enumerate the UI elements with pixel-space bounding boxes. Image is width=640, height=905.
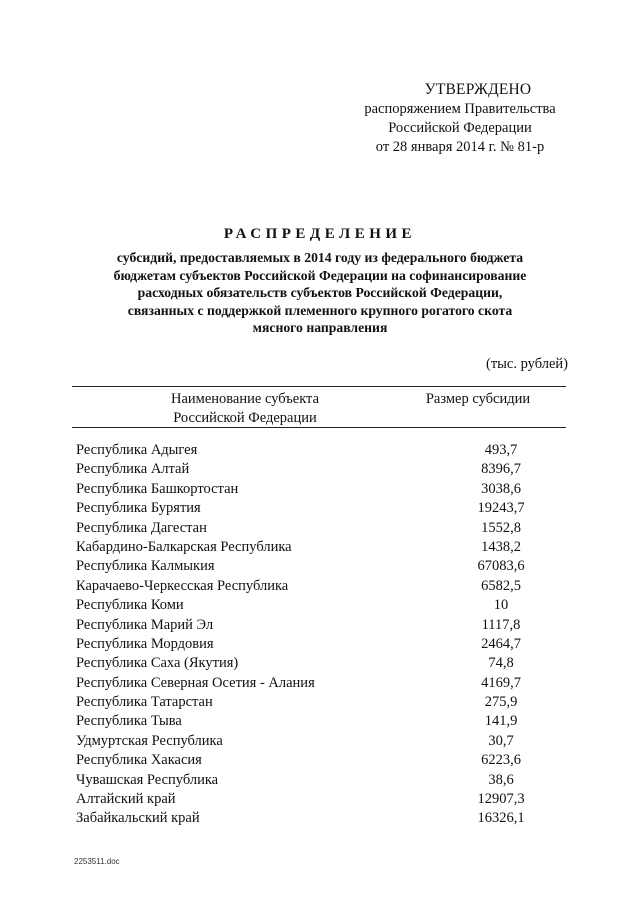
approval-title: УТВЕРЖДЕНО bbox=[424, 81, 532, 98]
region-name: Республика Тыва bbox=[76, 713, 182, 730]
region-name: Республика Северная Осетия - Алания bbox=[76, 674, 315, 691]
region-name: Республика Татарстан bbox=[76, 694, 213, 711]
subsidy-value: 6582,5 bbox=[481, 577, 521, 594]
region-name: Республика Башкортостан bbox=[76, 480, 239, 497]
subsidy-value: 493,7 bbox=[484, 442, 518, 458]
subsidy-value: 67083,6 bbox=[477, 558, 525, 575]
subsidy-value: 16326,1 bbox=[477, 810, 525, 827]
region-name: Карачаево-Черкесская Республика bbox=[76, 577, 289, 594]
subsidy-value: 8396,7 bbox=[481, 461, 521, 478]
table-row bbox=[76, 499, 576, 518]
column-header-name-line: Наименование субъекта bbox=[170, 391, 320, 407]
region-name: Республика Адыгея bbox=[76, 442, 198, 458]
region-name: Алтайский край bbox=[76, 791, 176, 808]
subsidy-value: 2464,7 bbox=[481, 635, 521, 652]
region-name: Кабардино-Балкарская Республика bbox=[76, 538, 292, 555]
table-row bbox=[76, 480, 576, 499]
subsidy-value: 19243,7 bbox=[477, 500, 525, 517]
subsidy-value: 74,8 bbox=[488, 655, 514, 672]
column-header-name-line: Российской Федерации bbox=[173, 410, 317, 426]
region-name: Республика Мордовия bbox=[76, 635, 214, 652]
table-row bbox=[76, 538, 576, 557]
table-row bbox=[76, 557, 576, 576]
units-label: (тыс. рублей) bbox=[486, 356, 568, 372]
column-header-name bbox=[120, 390, 370, 428]
region-name: Забайкальский край bbox=[76, 810, 200, 827]
table-top-rule bbox=[72, 386, 566, 387]
subsidy-value: 141,9 bbox=[484, 713, 518, 730]
document-subtitle bbox=[60, 249, 580, 337]
subsidy-value: 30,7 bbox=[488, 732, 514, 749]
approval-line: от 28 января 2014 г. № 81-р bbox=[375, 139, 545, 155]
region-name: Республика Бурятия bbox=[76, 500, 201, 517]
subsidy-value: 275,9 bbox=[484, 694, 518, 711]
region-name: Республика Дагестан bbox=[76, 519, 207, 536]
approval-block bbox=[340, 80, 580, 157]
document-title: РАСПРЕДЕЛЕНИЕ bbox=[223, 226, 417, 242]
approval-line: Российской Федерации bbox=[388, 120, 532, 136]
subsidy-value: 12907,3 bbox=[477, 791, 525, 808]
subsidy-value: 10 bbox=[493, 597, 509, 614]
table-row bbox=[76, 809, 576, 828]
region-name: Республика Калмыкия bbox=[76, 558, 215, 575]
file-name-footer: 2253511.doc bbox=[74, 857, 120, 866]
table-row bbox=[76, 654, 576, 673]
table-row bbox=[76, 596, 576, 615]
region-name: Республика Алтай bbox=[76, 461, 190, 478]
table-row bbox=[76, 519, 576, 538]
region-name: Республика Саха (Якутия) bbox=[76, 655, 239, 672]
table-body bbox=[76, 441, 576, 829]
subtitle-line: мясного направления bbox=[252, 320, 388, 335]
subsidy-value: 3038,6 bbox=[481, 480, 521, 497]
table-row bbox=[76, 771, 576, 790]
subsidy-value: 1438,2 bbox=[481, 538, 521, 555]
subsidy-value: 6223,6 bbox=[481, 752, 521, 769]
table-row bbox=[76, 635, 576, 654]
table-row bbox=[76, 460, 576, 479]
table-row bbox=[76, 790, 576, 809]
region-name: Удмуртская Республика bbox=[76, 732, 223, 749]
table-row bbox=[76, 577, 576, 596]
table-row bbox=[76, 616, 576, 635]
subtitle-line: бюджетам субъектов Российской Федерации на софинансирование bbox=[113, 267, 527, 283]
subtitle-line: субсидий, предоставляемых в 2014 году из федерального бюджета bbox=[116, 250, 524, 265]
table-header-rule bbox=[72, 427, 566, 428]
subtitle-line: связанных с поддержкой племенного крупного рогатого скота bbox=[127, 302, 513, 318]
region-name: Республика Хакасия bbox=[76, 752, 202, 769]
region-name: Республика Коми bbox=[76, 597, 184, 614]
table-row bbox=[76, 751, 576, 770]
table-row bbox=[76, 441, 576, 460]
column-header-size: Размер субсидии bbox=[425, 391, 531, 407]
subsidy-value: 1552,8 bbox=[481, 519, 521, 536]
table-row bbox=[76, 693, 576, 712]
subsidy-value: 1117,8 bbox=[481, 616, 521, 633]
approval-line: распоряжением Правительства bbox=[364, 101, 556, 117]
table-row bbox=[76, 712, 576, 731]
region-name: Чувашская Республика bbox=[76, 771, 219, 788]
region-name: Республика Марий Эл bbox=[76, 616, 214, 633]
table-row bbox=[76, 674, 576, 693]
subsidy-value: 38,6 bbox=[488, 771, 514, 788]
table-row bbox=[76, 732, 576, 751]
subsidy-value: 4169,7 bbox=[481, 674, 521, 691]
subtitle-line: расходных обязательств субъектов Российской Федерации, bbox=[137, 285, 503, 300]
